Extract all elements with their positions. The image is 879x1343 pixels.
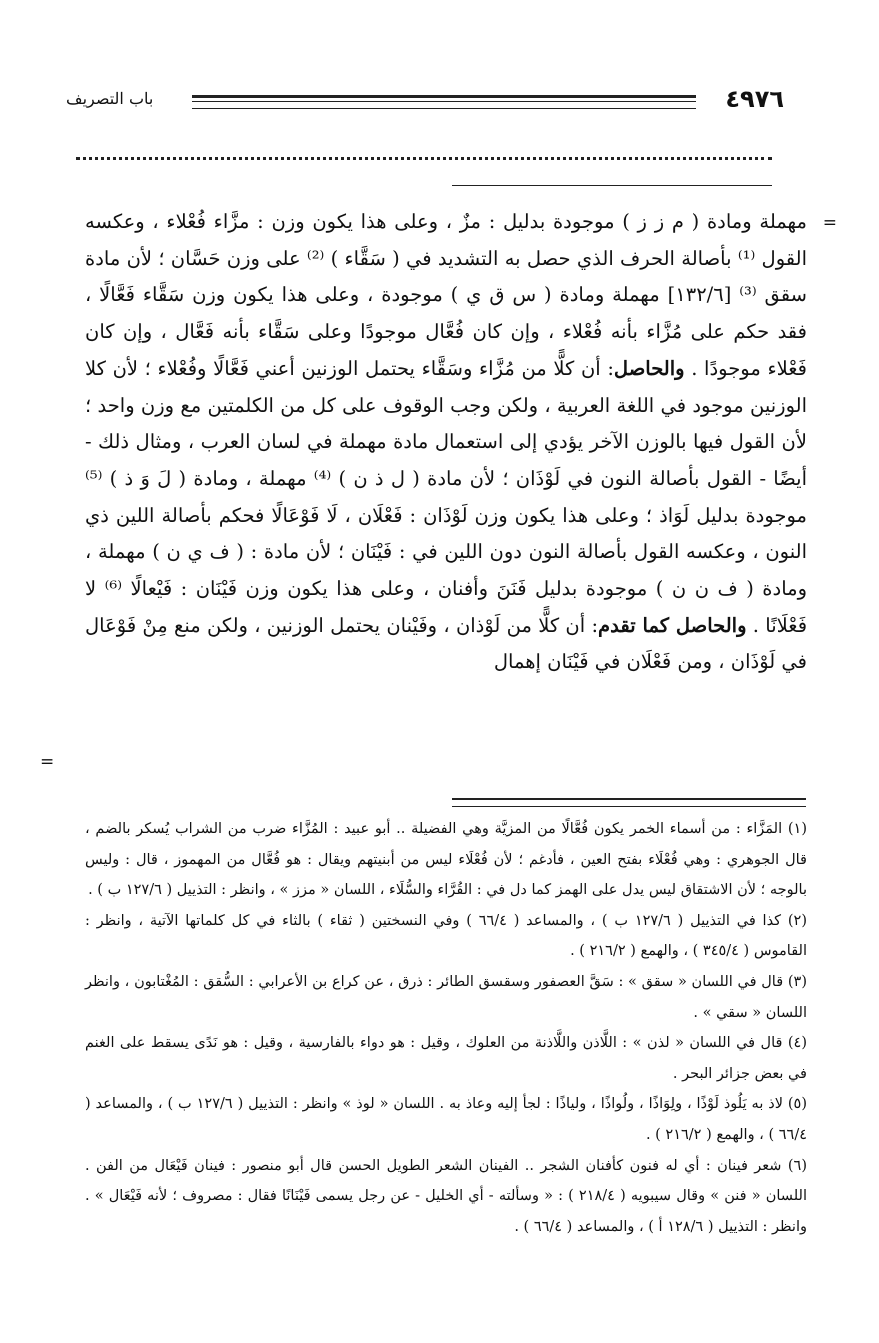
chapter-title: باب التصريف bbox=[66, 89, 154, 108]
continuation-mark-bottom: = bbox=[40, 752, 55, 772]
footnote-2: (٢) كذا في التذييل ( ١٢٧/٦ ب ) ، والمساعد ( ٦٦/٤ ) وفي النسختين ( ثقاء ) بالثاء في كل كلماتها الآتية ، وانظر : القاموس ( ٣٤٥/٤ ) ، والهمع ( ٢١٦/٢ ) . bbox=[85, 912, 808, 960]
footnotes bbox=[85, 814, 807, 1242]
main-paragraph bbox=[85, 204, 807, 681]
dotted-separator bbox=[76, 147, 772, 160]
main-text-part-2: : أن كلًّا من مُزَّاء وسَقَّاء يحتمل الوزنين أعني فَعَّالًا وفُعْلاء ؛ لأن كلا الوزنين موجود في اللغة العربية ، ولكن وجب الوقوف على كل من الكلمتين مع وزن واحد ؛ لأن القول فيها بالوزن الآخر يؤدي إلى استعمال مادة مهملة في لسان العرب ، ومثال ذلك - أيضًا - القول بأصالة النون في لَوْذَان ؛ لأن مادة ( ل ذ ن ) ⁽⁴⁾ مهملة ، ومادة ( لَ وَ ذ ) ⁽⁵⁾ موجودة بدليل لَوَاذ ؛ وعلى هذا يكون وزن لَوْذَان : فَعْلَان ، لَا فَوْعَالًا فحكم بأصالة اللين ذي النون ، وعكسه القول بأصالة النون دون اللين في : فَيْنَان ؛ لأن مادة : ( ف ي ن ) مهملة ، ومادة ( ف ن ن ) موجودة بدليل فَنَنَ وأفنان ، وعلى هذا يكون وزن فَيْنَان : فَيْعالًا ⁽⁶⁾ لا فَعْلَانًا . bbox=[85, 356, 808, 637]
conclusion-label-1: والحاصل bbox=[613, 356, 685, 380]
page-header bbox=[66, 84, 784, 116]
header-rule bbox=[192, 95, 696, 109]
footnote-4: (٤) قال في اللسان « لذن » : اللَّاذن واللَّاذنة من العلوك ، وقيل : هو دواء بالفارسية ، وقيل : هو نَدًى يسقط على الغنم في بعض جزائر البحر . bbox=[85, 1035, 807, 1082]
footnote-5: (٥) لاذ به يَلُوذ لَوْذًا ، ولِوَاذًا ، ولُواذًا ، ولياذًا : لجأ إليه وعاذ به . اللسان « لوذ » وانظر : التذييل ( ١٢٧/٦ ب ) ، والمساعد ( ٦٦/٤ ) ، والهمع ( ٢١٦/٢ ) . bbox=[85, 1096, 808, 1143]
main-text-part-1: مهملة ومادة ( م ز ز ) موجودة بدليل : مزٌ ، وعلى هذا يكون وزن : مزَّاء فُعْلاء ، وعكسه القول ⁽¹⁾ بأصالة الحرف الذي حصل به التشديد في ( سَقَّاء ) ⁽²⁾ على وزن حَسَّان ؛ لأن مادة سقق ⁽³⁾ [١٣٢/٦] مهملة ومادة ( س ق ي ) موجودة ، وعلى هذا يكون وزن سَقَّاء فَعَّالًا ، فقد حكم على مُزَّاء بأنه فُعْلاء ، وإن كان فُعَّال موجودًا وعلى سَقَّاء بأنه فَعَّال ، وإن كان فَعْلاء موجودًا . bbox=[85, 210, 808, 380]
continuation-mark-top: = bbox=[822, 213, 837, 233]
page-number: ٤٩٧٦ bbox=[725, 85, 784, 113]
footnote-1: (١) المَزَّاء : من أسماء الخمر يكون فُعَّالًا من المزيَّة وهي الفضيلة .. أبو عبيد : المُزَّاء ضرب من الشراب يُسكر بالضم ، قال الجوهري : وهي فُعْلَاء بفتح العين ، فأدغم ؛ لأن فُعْلَاء ليس من أبنيتهم ويقال : هو فُعَّال من المهموز ، قال : وليس بالوجه ؛ لأن الاشتقاق ليس يدل على الهمز كما دل في : القُرَّاء والسُّلَاء ، اللسان « مزز » ، وانظر : التذييل ( ١٢٧/٦ ب ) . bbox=[85, 821, 807, 899]
conclusion-label-2: والحاصل كما تقدم bbox=[598, 613, 747, 637]
top-rule bbox=[452, 185, 772, 186]
main-text-part-3: : أن كلًّا من لَوْذان ، وفَيْنان يحتمل الوزنين ، ولكن منع مِنْ فَوْعَال في لَوْذَان ، ومن فَعْلَان في فَيْنَان إهمال bbox=[85, 613, 807, 674]
footnote-separator bbox=[452, 798, 806, 807]
footnote-6: (٦) شعر فينان : أي له فنون كأفنان الشجر .. الفينان الشعر الطويل الحسن قال أبو منصور : فينان فَيْعَال من الفن . اللسان « فنن » وقال سيبويه ( ٢١٨/٤ ) : « وسألته - أي الخليل - عن رجل يسمى فَيْنَانًا فقال : مصروف ؛ لأنه فَيْعَال » . وانظر : التذييل ( ١٢٨/٦ أ ) ، والمساعد ( ٦٦/٤ ) . bbox=[85, 1157, 807, 1235]
footnote-3: (٣) قال في اللسان « سقق » : سَقَّ العصفور وسقسق الطائر : ذرق ، عن كراع بن الأعرابي : السُّقق : المُغْتابون ، وانظر اللسان « سقي » . bbox=[85, 973, 807, 1021]
main-text bbox=[85, 204, 807, 681]
